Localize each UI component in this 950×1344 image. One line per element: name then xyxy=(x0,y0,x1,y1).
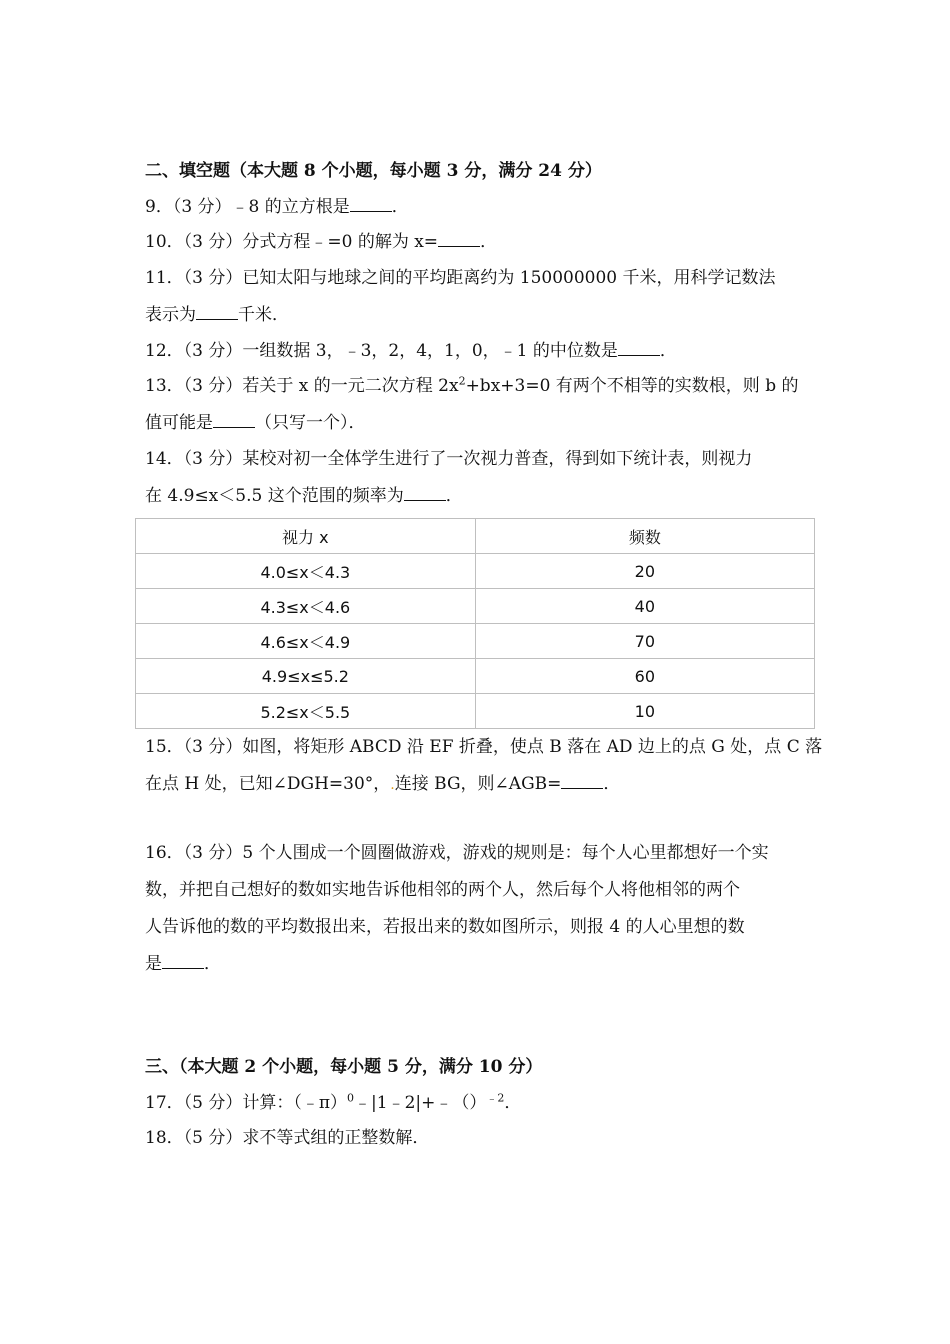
table-cell: 70 xyxy=(475,624,814,659)
question-18: 18．（5 分）求不等式组的正整数解． xyxy=(145,1128,430,1148)
question-14-line1: 14．（3 分）某校对初一全体学生进行了一次视力普查，得到如下统计表，则视力 xyxy=(145,449,753,469)
table-header-row xyxy=(136,519,815,554)
question-11-line2: 表示为 千米． xyxy=(145,305,289,325)
answer-blank xyxy=(350,197,392,212)
stray-mark: . xyxy=(390,777,395,793)
table-cell: 4.3≤x＜4.6 xyxy=(136,589,476,624)
table-row xyxy=(136,589,815,624)
question-16-line1: 16．（3 分）5 个人围成一个圆圈做游戏，游戏的规则是：每个人心里都想好一个实 xyxy=(145,843,769,863)
question-16-line2: 数，并把自己想好的数如实地告诉他相邻的两个人，然后每个人将他相邻的两个 xyxy=(145,880,740,900)
table-cell: 40 xyxy=(475,589,814,624)
question-10: 10．（3 分）分式方程﹣=0 的解为 x= ． xyxy=(145,232,498,252)
table-cell: 20 xyxy=(475,554,814,589)
question-15-line1: 15．（3 分）如图，将矩形 ABCD 沿 EF 折叠，使点 B 落在 AD 边上的点 G 处，点 C 落 xyxy=(145,737,823,757)
section2-heading: 二、填空题（本大题 8 个小题，每小题 3 分，满分 24 分） xyxy=(145,161,602,181)
question-16-line4: 是 ． xyxy=(145,954,221,974)
question-15-line2: 在点 H 处，已知∠DGH=30°，.连接 BG，则∠AGB= ． xyxy=(145,774,621,794)
question-14-line2: 在 4.9≤x＜5.5 这个范围的频率为 ． xyxy=(145,486,463,506)
question-13-line1: 13．（3 分）若关于 x 的一元二次方程 $2x^2+bx+3=0$ 有两个不相等的实数根，则 b 的 xyxy=(145,374,799,396)
table-header: 视力 x xyxy=(136,519,476,554)
answer-blank xyxy=(438,232,480,247)
question-12: 12．（3 分）一组数据 3，﹣3，2，4，1，0，﹣1 的中位数是 ． xyxy=(145,341,677,361)
section3-heading: 三、（本大题 2 个小题，每小题 5 分，满分 10 分） xyxy=(145,1057,543,1077)
question-17: 17．（5 分）计算：（﹣π）$^0$﹣|1﹣2|+﹣（）$^{﹣2}$． xyxy=(145,1091,522,1113)
question-16-line3: 人告诉他的数的平均数报出来，若报出来的数如图所示，则报 4 的人心里想的数 xyxy=(145,917,745,937)
answer-blank xyxy=(404,486,446,501)
table-cell: 4.0≤x＜4.3 xyxy=(136,554,476,589)
question-13-line2: 值可能是 （只写一个）． xyxy=(145,413,366,433)
table-header: 频数 xyxy=(475,519,814,554)
table-cell: 5.2≤x＜5.5 xyxy=(136,694,476,729)
answer-blank xyxy=(213,413,255,428)
vision-frequency-table xyxy=(135,518,815,729)
table-cell: 60 xyxy=(475,659,814,694)
answer-blank xyxy=(618,341,660,356)
table-row xyxy=(136,694,815,729)
table-cell: 4.9≤x≤5.2 xyxy=(136,659,476,694)
answer-blank xyxy=(196,305,238,320)
table-row xyxy=(136,554,815,589)
table-cell: 10 xyxy=(475,694,814,729)
question-11-line1: 11．（3 分）已知太阳与地球之间的平均距离约为 150000000 千米，用科学记数法 xyxy=(145,268,776,288)
table-row xyxy=(136,624,815,659)
answer-blank xyxy=(561,774,603,789)
answer-blank xyxy=(162,954,204,969)
question-9: 9．（3 分）﹣8 的立方根是 ． xyxy=(145,197,409,217)
table-cell: 4.6≤x＜4.9 xyxy=(136,624,476,659)
table-row xyxy=(136,659,815,694)
